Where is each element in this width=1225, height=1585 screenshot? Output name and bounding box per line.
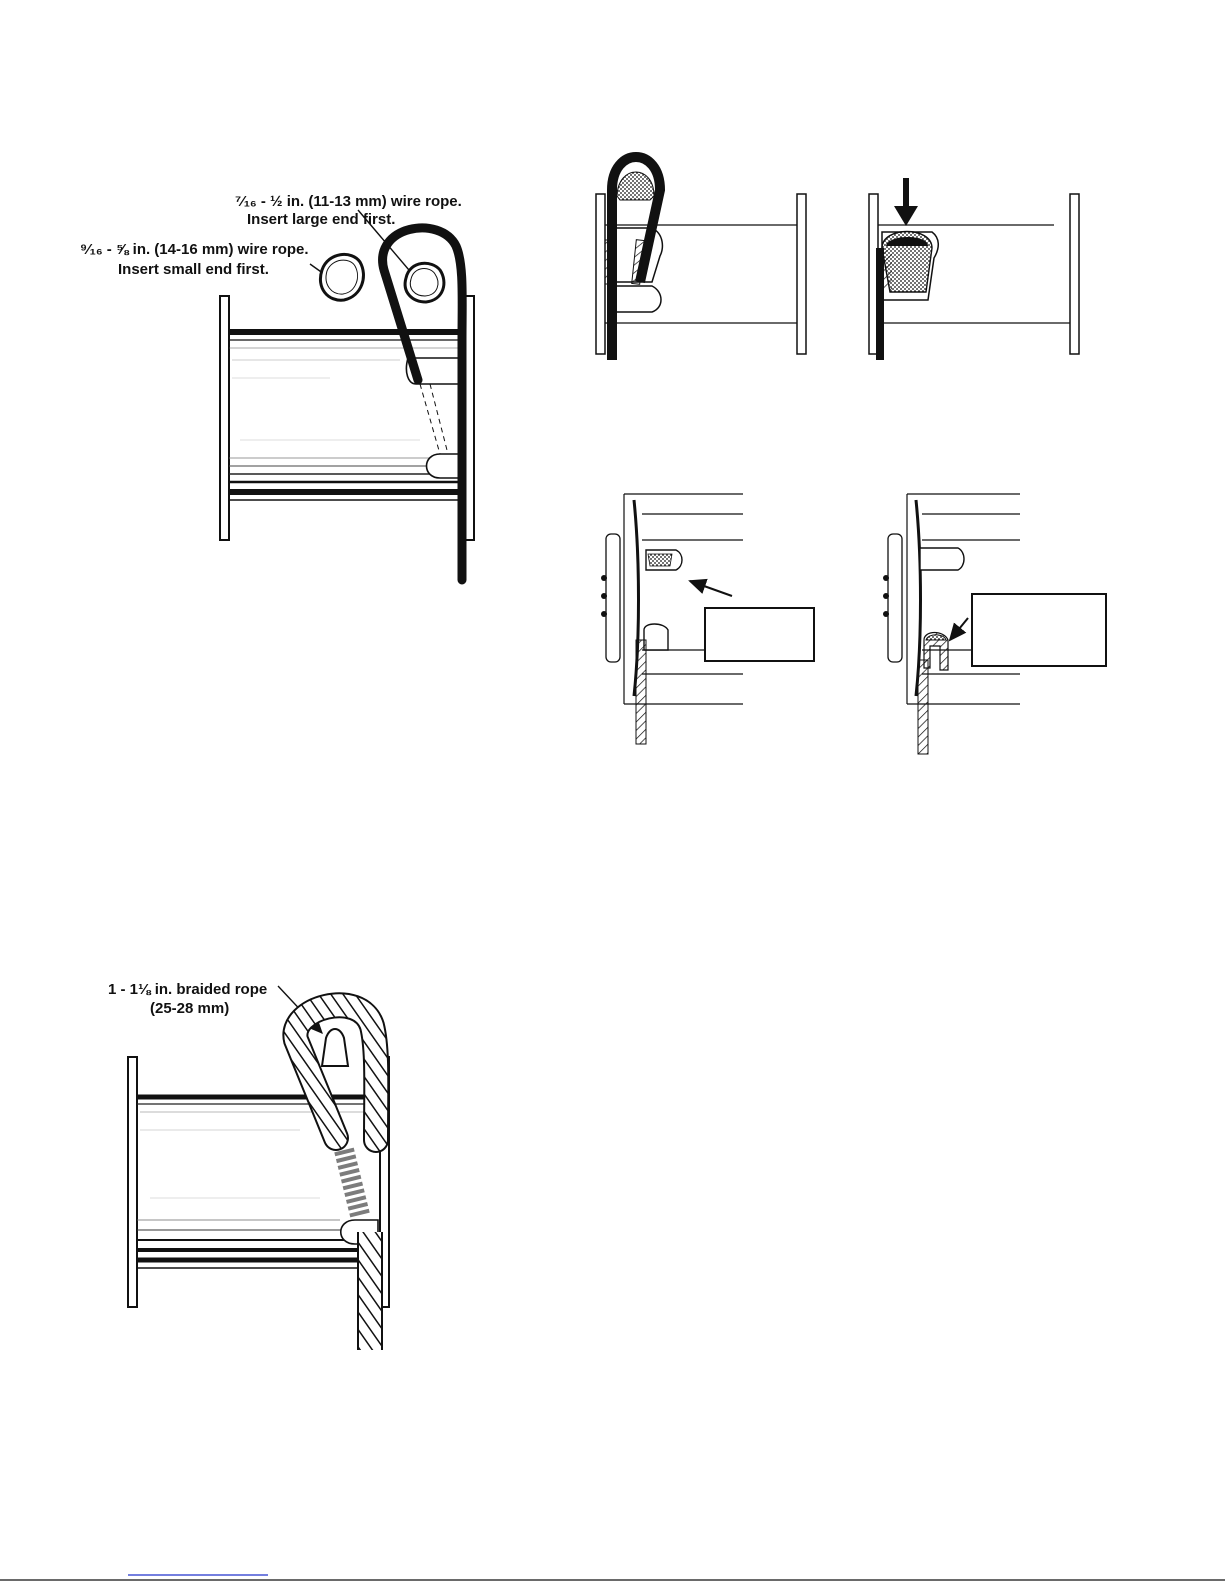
arrow-left-icon [690, 581, 732, 596]
braided-wedge-icon [322, 1029, 348, 1066]
label-braided-rope-size: (25-28 mm) [150, 1000, 230, 1017]
wedge-pocket-bottom [427, 454, 461, 478]
callout-box-1 [705, 608, 814, 661]
small-wedge-icon [320, 254, 363, 300]
callout-box-2 [972, 594, 1106, 666]
drum-left-flange [220, 296, 229, 540]
figure-braided-rope-drum [108, 981, 389, 1350]
label-small-wire-rope-instruction: Insert small end first. [118, 261, 269, 278]
figure-wedge-seated-right [883, 494, 1106, 754]
label-large-wire-rope-instruction: Insert large end first. [247, 211, 396, 228]
figure-wedge-seated-left [601, 494, 814, 744]
drum2-left-flange [128, 1057, 137, 1307]
label-large-wire-rope: ⁷⁄₁₆ - ½ in. (11-13 mm) wire rope. [235, 193, 462, 210]
figure-wedge-insertion-left [596, 157, 806, 360]
figure-wedge-insertion-right [869, 178, 1079, 360]
large-wedge-icon [405, 263, 444, 302]
arrow-wedge-icon [950, 618, 968, 640]
label-braided-rope: 1 - 1⅛ in. braided rope [108, 981, 268, 998]
label-small-wire-rope: ⁹⁄₁₆ - ⅝ in. (14-16 mm) wire rope. [80, 241, 309, 258]
figure-wire-rope-drum [80, 193, 474, 580]
